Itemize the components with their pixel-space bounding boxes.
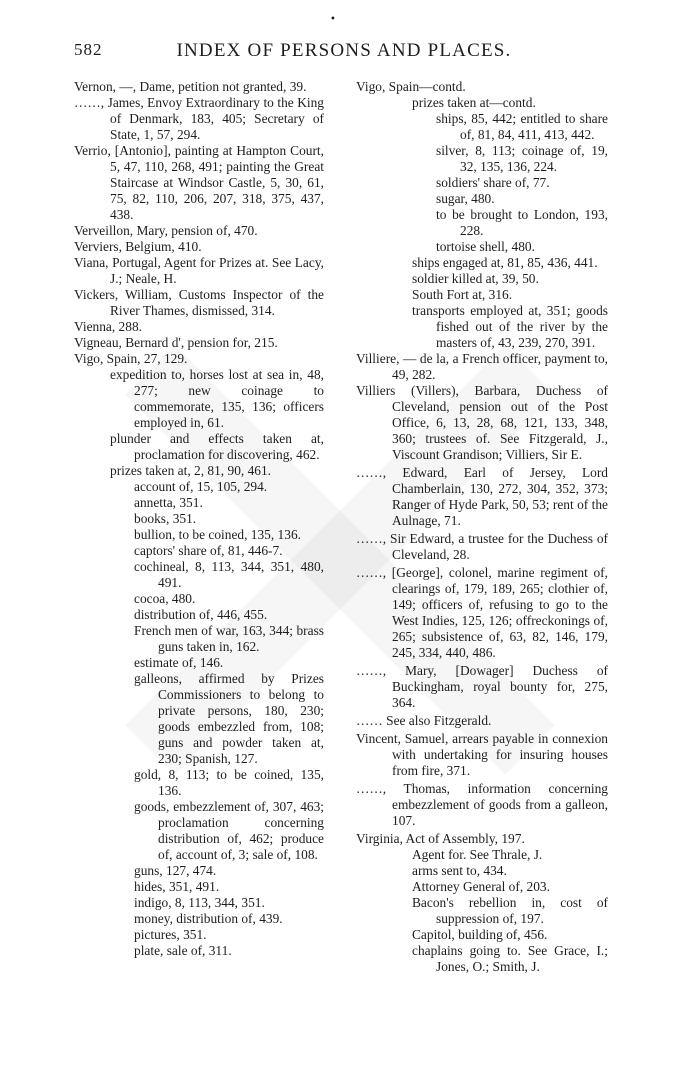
index-subentry: prizes taken at, 2, 81, 90, 461. <box>110 463 272 478</box>
left-column <box>74 79 324 959</box>
index-entry: Virginia, Act of Assembly, 197. <box>356 831 525 846</box>
page-header <box>74 40 614 64</box>
page-number: 582 <box>74 40 103 59</box>
index-entry: Vincent, Samuel, arrears payable in connexion with undertaking for insuring houses from fire, 371. <box>356 731 608 778</box>
index-entry: Vigo, Spain, 27, 129. <box>74 351 188 366</box>
index-entry: …… See also Fitzgerald. <box>356 713 492 728</box>
index-subsubentry: books, 351. <box>134 511 197 526</box>
top-mark: • <box>330 14 336 25</box>
index-subentry: arms sent to, 434. <box>412 863 507 878</box>
index-entry: ……, Mary, [Dowager] Duchess of Buckingham, royal bounty for, 275, 364. <box>356 663 608 710</box>
index-subsubentry: tortoise shell, 480. <box>436 239 535 254</box>
index-subsubentry: goods, embezzlement of, 307, 463; proclamation concerning distribution of, 462; produce of, account of, 3; sale of, 108. <box>134 799 324 862</box>
index-subsubentry: soldiers' share of, 77. <box>436 175 550 190</box>
index-subsubentry: cochineal, 8, 113, 344, 351, 480, 491. <box>134 559 324 590</box>
index-subsubentry: plate, sale of, 311. <box>134 943 232 958</box>
index-subentry: South Fort at, 316. <box>412 287 513 302</box>
index-subsubentry: annetta, 351. <box>134 495 203 510</box>
index-subentry: chaplains going to. See Grace, I.; Jones, O.; Smith, J. <box>412 943 608 974</box>
index-entry: Villiers (Villers), Barbara, Duchess of Cleveland, pension out of the Post Office, 6, 13, 28, 68, 121, 133, 348, 360; trustees of. See Fitzgerald, J., Viscount Grandison; Villiers, Sir E. <box>356 383 608 462</box>
index-subsubentry: French men of war, 163, 344; brass guns taken in, 162. <box>134 623 324 654</box>
index-subsubentry: money, distribution of, 439. <box>134 911 283 926</box>
index-subentry: transports employed at, 351; goods fished out of the river by the masters of, 43, 239, 270, 391. <box>412 303 608 350</box>
index-subsubentry: pictures, 351. <box>134 927 207 942</box>
index-entry: ……, Sir Edward, a trustee for the Duchess of Cleveland, 28. <box>356 531 608 562</box>
index-entry: Verveillon, Mary, pension of, 470. <box>74 223 258 238</box>
index-entry: Vigo, Spain—contd. <box>356 79 466 94</box>
index-entry: ……, Edward, Earl of Jersey, Lord Chamberlain, 130, 272, 304, 352, 373; Ranger of Hyde Park, 50, 53; rent of the Aulnage, 71. <box>356 465 608 528</box>
index-subsubentry: guns, 127, 474. <box>134 863 217 878</box>
index-subsubentry: gold, 8, 113; to be coined, 135, 136. <box>134 767 324 798</box>
running-head: INDEX OF PERSONS AND PLACES. <box>176 40 512 61</box>
index-subsubentry: estimate of, 146. <box>134 655 224 670</box>
index-subentry: expedition to, horses lost at sea in, 48, 277; new coinage to commemorate, 135, 136; officers employed in, 61. <box>110 367 324 430</box>
index-subentry: Bacon's rebellion in, cost of suppression of, 197. <box>412 895 608 926</box>
index-entry: Villiere, — de la, a French officer, payment to, 49, 282. <box>356 351 608 382</box>
index-subsubentry: captors' share of, 81, 446-7. <box>134 543 283 558</box>
index-subsubentry: hides, 351, 491. <box>134 879 220 894</box>
index-entry: ……, [George], colonel, marine regiment of, clearings of, 179, 189, 265; clothier of, 149; officers of, refusing to go to the West Indies, 125, 126; offreckonings of, 265; subsistence of, 63, 82, 146, 179, 245, 334, 440, 486. <box>356 565 608 660</box>
index-subentry: soldier killed at, 39, 50. <box>412 271 539 286</box>
index-entry: Vienna, 288. <box>74 319 142 334</box>
index-subsubentry: account of, 15, 105, 294. <box>134 479 268 494</box>
index-subsubentry: to be brought to London, 193, 228. <box>436 207 608 238</box>
index-entry: Vickers, William, Customs Inspector of the River Thames, dismissed, 314. <box>74 287 324 318</box>
index-entry: Vigneau, Bernard d', pension for, 215. <box>74 335 278 350</box>
index-subentry: plunder and effects taken at, proclamation for discovering, 462. <box>110 431 324 462</box>
index-subentry: Agent for. See Thrale, J. <box>412 847 543 862</box>
index-subentry: prizes taken at—contd. <box>412 95 536 110</box>
index-entry: ……, James, Envoy Extraordinary to the King of Denmark, 183, 405; Secretary of State, 1, 57, 294. <box>74 95 324 142</box>
index-subsubentry: silver, 8, 113; coinage of, 19, 32, 135, 136, 224. <box>436 143 608 174</box>
index-subsubentry: cocoa, 480. <box>134 591 196 606</box>
index-subsubentry: ships, 85, 442; entitled to share of, 81, 84, 411, 413, 442. <box>436 111 608 142</box>
index-entry: Verviers, Belgium, 410. <box>74 239 202 254</box>
index-subsubentry: galleons, affirmed by Prizes Commissioners to belong to private persons, 180, 230; goods embezzled from, 108; guns and powder taken at, 230; Spanish, 127. <box>134 671 324 766</box>
index-subentry: Capitol, building of, 456. <box>412 927 548 942</box>
index-entry: ……, Thomas, information concerning embezzlement of goods from a galleon, 107. <box>356 781 608 828</box>
index-subentry: Attorney General of, 203. <box>412 879 550 894</box>
index-subsubentry: sugar, 480. <box>436 191 495 206</box>
index-entry: Vernon, —, Dame, petition not granted, 39. <box>74 79 307 94</box>
index-subsubentry: bullion, to be coined, 135, 136. <box>134 527 301 542</box>
index-entry: Viana, Portugal, Agent for Prizes at. See Lacy, J.; Neale, H. <box>74 255 324 286</box>
index-subsubentry: distribution of, 446, 455. <box>134 607 268 622</box>
index-entry: Verrio, [Antonio], painting at Hampton Court, 5, 47, 110, 268, 491; painting the Great Staircase at Windsor Castle, 5, 30, 61, 75, 82, 110, 206, 207, 318, 375, 437, 438. <box>74 143 324 222</box>
right-column <box>356 79 608 975</box>
index-subentry: ships engaged at, 81, 85, 436, 441. <box>412 255 598 270</box>
index-subsubentry: indigo, 8, 113, 344, 351. <box>134 895 265 910</box>
